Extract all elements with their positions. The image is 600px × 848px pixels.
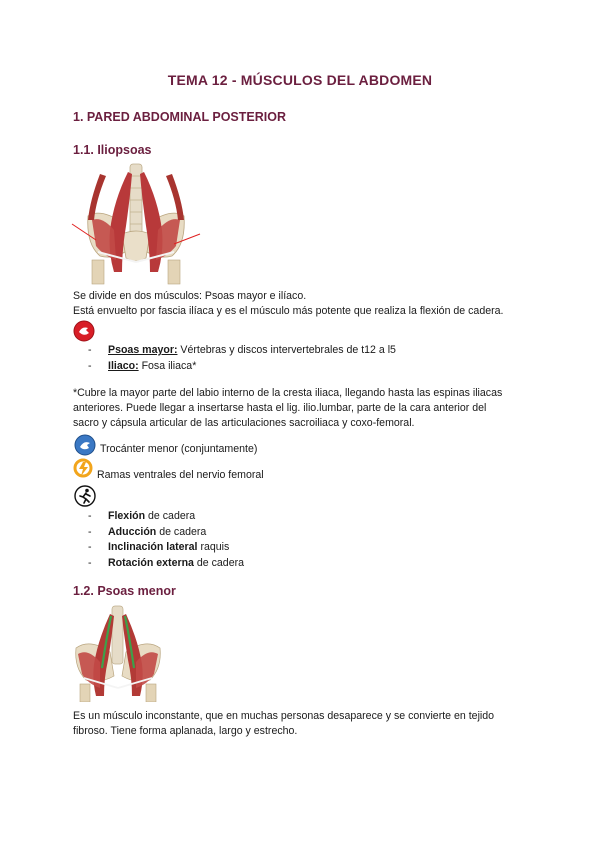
origin-term: Iliaco: (108, 359, 139, 372)
iliopsoas-note-1: *Cubre la mayor parte del labio interno de la cresta iliaca, llegando hasta las espinas iliacas (73, 387, 503, 399)
iliopsoas-figure (70, 160, 202, 285)
origin-term: Psoas mayor: (108, 344, 178, 356)
origin-text: Fosa iliaca* (138, 359, 197, 372)
iliopsoas-description-1: Se divide en dos músculos: Psoas mayor e ilíaco. (73, 290, 307, 302)
innervation-icon (73, 458, 97, 480)
list-item: - Flexión de cadera (88, 510, 196, 522)
action-text: raquis (197, 541, 230, 553)
action-term: Flexión (108, 510, 146, 522)
action-text: de cadera (156, 525, 207, 538)
origin-list (88, 343, 396, 374)
section-heading: 1. PARED ABDOMINAL POSTERIOR (73, 110, 286, 124)
action-text: de cadera (145, 510, 196, 522)
insertion-text: Trocánter menor (conjuntamente) (100, 443, 258, 455)
iliopsoas-note-3: sacro y cápsula articular de las articulaciones sacroiliaca y coxo-femoral. (73, 417, 415, 429)
action-term: Aducción (108, 525, 157, 538)
origin-icon (73, 320, 95, 342)
iliopsoas-note-2: anteriores. Puede llegar a insertarse hasta el lig. ilio.lumbar, parte de la cara anterior del (73, 402, 487, 414)
page-title: TEMA 12 - MÚSCULOS DEL ABDOMEN (167, 72, 433, 88)
list-item: - Psoas mayor: Vértebras y discos intervertebrales de t12 a l5 (88, 344, 396, 356)
action-runner-icon (74, 485, 96, 507)
iliopsoas-description-2: Está envuelto por fascia ilíaca y es el músculo más potente que realiza la flexión de cadera. (73, 305, 504, 317)
action-text: de cadera (193, 556, 245, 569)
subsection-heading-iliopsoas: 1.1. Iliopsoas (73, 143, 152, 157)
innervation-text: Ramas ventrales del nervio femoral (97, 469, 264, 481)
psoas-menor-figure (70, 604, 166, 702)
list-item: - Rotación externa de cadera (88, 556, 245, 569)
psoas-menor-description-2: fibroso. Tiene forma aplanada, largo y estrecho. (73, 725, 298, 737)
actions-list (88, 509, 244, 571)
subsection-heading-psoas-menor: 1.2. Psoas menor (73, 584, 176, 598)
action-term: Rotación externa (108, 556, 194, 569)
list-item: - Iliaco: Fosa iliaca* (88, 359, 197, 372)
list-item: - Inclinación lateral raquis (88, 541, 230, 553)
list-item: - Aducción de cadera (88, 525, 207, 538)
psoas-menor-description-1: Es un músculo inconstante, que en muchas personas desaparece y se convierte en tejido (73, 710, 495, 722)
origin-text: Vértebras y discos intervertebrales de t12 a l5 (177, 344, 396, 356)
action-term: Inclinación lateral (108, 541, 198, 553)
insertion-icon (74, 434, 96, 456)
